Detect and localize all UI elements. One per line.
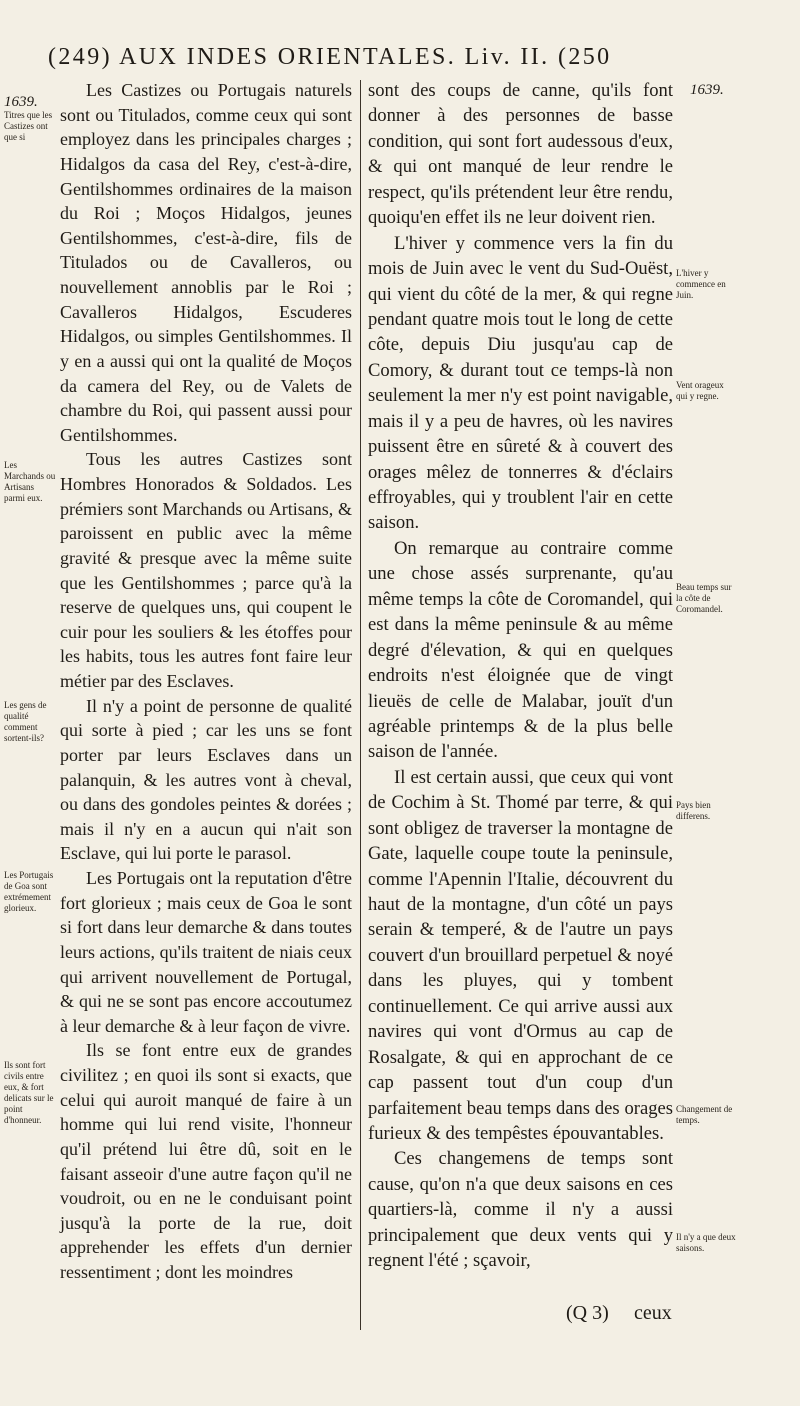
- margin-note-left-5: Ils sont fort civils entre eux, & fort delicats sur le point d'honneur.: [4, 1060, 54, 1125]
- margin-note-right-3: Beau temps sur la côte de Coromandel.: [676, 582, 732, 614]
- year-right: 1639.: [690, 82, 724, 98]
- running-head: [48, 44, 688, 71]
- margin-note-left-4: Les Portugais de Goa sont extrémement glorieux.: [4, 870, 54, 913]
- margin-note-right-1: L'hiver y commence en Juin.: [676, 268, 726, 300]
- column-rule: [360, 80, 361, 1330]
- paragraph: Il n'y a point de personne de qualité qui sorte à pied ; car les uns se font porter par leurs Esclaves dans un palanquin, & les autres vont à cheval, ou dans des gondoles peintes & dorées ; mais il n'y en a aucun qui n'ait son Esclave, qui lui porte le parasol.: [60, 695, 352, 864]
- paragraph: Ces changemens de temps sont cause, qu'on n'a que deux saisons en ces quartiers-là, comme il n'y a aussi principalement que deux vents qui y regnent l'été ; sçavoir,: [368, 1148, 673, 1272]
- left-column: [60, 78, 352, 1285]
- right-column: [368, 78, 673, 1274]
- paragraph: L'hiver y commence vers la fin du mois de Juin avec le vent du Sud-Ouëst, qui vient du côté de la mer, & qui regne pendant quatre mois tout le long de cette côte, depuis Diu jusqu'au cap de Comory, & durant tout ce temps-là non seulement la mer n'y est point navigable, mais il y a peu de havres, où les navires puissent être en sûreté & à couvert des orages mêlez de tonnerres & d'éclairs effroyables, qui y troublent l'air en cette saison.: [368, 232, 673, 534]
- paragraph: On remarque au contraire comme une chose assés surprenante, qu'au même temps la côte de Coromandel, qui est dans la même peninsule & au même degré d'élevation, & qui en quelques endroits n'est éloignée que de vingt lieuës de celle de Malabar, jouït d'un agréable printemps & de la plus belle saison de l'année.: [368, 537, 673, 763]
- catchword: ceux: [634, 1302, 672, 1324]
- margin-note-right-5: Changement de temps.: [676, 1104, 733, 1125]
- margin-note-right-4: Pays bien differens.: [676, 800, 711, 821]
- margin-note-right-2: Vent orageux qui y regne.: [676, 380, 724, 401]
- right-page-number: (250: [557, 44, 612, 70]
- paragraph: Tous les autres Castizes sont Hombres Honorados & Soldados. Les prémiers sont Marchands ou Artisans, & paroissent en public avec la même gravité & presque avec la même suite que les Gentilshommes ; parce qu'à la reserve de quelques uns, qui coupent le cuir pour les souliers & les étoffes pour les habits, tous les autres font faire leur métier par des Esclaves.: [60, 449, 352, 691]
- margin-note-left-1: Titres que les Castizes ont que si: [4, 110, 53, 142]
- paragraph: Ils se font entre eux de grandes civilitez ; en quoi ils sont si exacts, que celui qui auroit manqué de faire à un homme qui lui rend visite, l'honneur qu'il prétend lui être dû, soit en le faisant asseoir d'une autre façon qu'il ne voudroit, ou en ne le conduisant point jusqu'à la porte de la rue, doit apprehender les effets d'un dernier ressentiment ; dont les moindres: [60, 1040, 352, 1282]
- paragraph: Il est certain aussi, que ceux qui vont de Cochim à St. Thomé par terre, & qui sont obligez de traverser la montagne de Gate, laquelle coupe toute la peninsule, comme l'Apennin l'Italie, découvrent du haut de la montagne, d'un côté un pays serain & temperé, & de l'autre un pays couvert d'un brouillard perpetuel & noyé dans les pluyes, qui y tombent continuellement. Ce qui arrive aussi aux navires qui vont d'Ormus au cap de Rosalgate, & qui en approchant de ce cap passent tout d'un coup d'un parfaitement beau temps dans des orages furieux & des tempêstes épouvantables.: [368, 766, 673, 1144]
- book-number: Liv. II.: [464, 44, 550, 70]
- year-left: 1639.: [4, 94, 38, 110]
- paragraph: sont des coups de canne, qu'ils font donner à des personnes de basse condition, qui sont fort audessous d'eux, & qui ont manqué de leur rendre le respect, qu'ils prétendent leur être rendu, quoiqu'en effet ils ne leur doivent rien.: [368, 80, 673, 229]
- margin-note-left-3: Les gens de qualité comment sortent-ils?: [4, 700, 47, 743]
- paragraph: Les Castizes ou Portugais naturels sont ou Titulados, comme ceux qui sont employez dans les principales charges ; Hidalgos da casa del Rey, c'est-à-dire, Gentilshommes ordinaires de la maison du Roi ; Moços Hidalgos, jeunes Gentilshommes, c'est-à-dire, fils de Titulados ou de Cavalleros, ou nouvellement annoblis par le Roi ; Cavalleros Hidalgos, Escuderes Hidalgos, ou simples Gentilshommes. Il y en a aussi qui ont la qualité de Moços da camera del Rey, ou de Valets de chambre du Roi, qui passent aussi pour Gentilshommes.: [60, 80, 352, 445]
- left-page-number: (249): [48, 44, 112, 70]
- signature-mark: (Q 3): [566, 1302, 609, 1324]
- running-title: AUX INDES ORIENTALES.: [119, 44, 457, 70]
- margin-note-right-6: Il n'y a que deux saisons.: [676, 1232, 736, 1253]
- paragraph: Les Portugais ont la reputation d'être fort glorieux ; mais ceux de Goa le sont si fort dans leur demarche & dans toutes leurs actions, qu'ils traitent de niais ceux qui arrivent nouvellement de Portugal, & qui ne se sont pas encore accoutumez à leur demarche & à leur façon de vivre.: [60, 868, 352, 1036]
- margin-note-left-2: Les Marchands ou Artisans parmi eux.: [4, 460, 56, 503]
